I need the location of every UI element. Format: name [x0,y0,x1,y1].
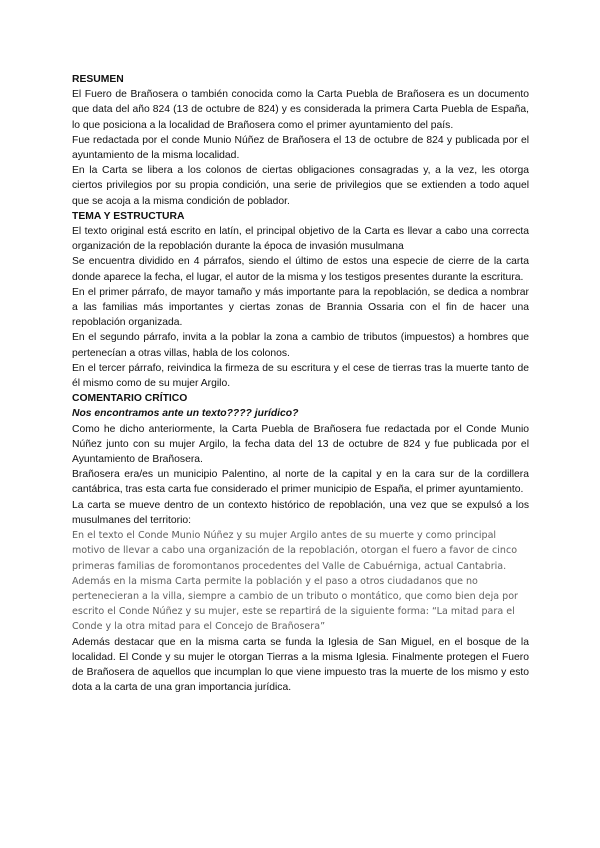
closing-paragraph: Además destacar que en la misma carta se funda la Iglesia de San Miguel, en el bosque de la localidad. El Conde y su mujer le otorgan Tierras a la misma Iglesia. Finalmente protegen el Fuero de Brañosera de aquellos que incumplan lo que viene impuesto tras la muerte de los mismo y esto dota a la carta de una gran importancia jurídica. [72,636,529,694]
quoted-passage: En el texto el Conde Munio Núñez y su mujer Argilo antes de su muerte y como principal motivo de llevar a cabo una organización de la repoblación, otorgan el fuero a favor de cinco primeras familias de foromontanos procedentes del Valle de Cabuérniga, actual Cantabria. Además en la misma Carta permite la población y el paso a otros ciudadanos que no pertenecieran a la villa, siempre a cambio de un tributo o montático, que como bien deja por escrito el Conde Núñez y su mujer, este se repartirá de la siguiente forma: “La mitad para el Conde y la otra mitad para el Concejo de Brañosera” [72,530,518,633]
paragraph: En la Carta se libera a los colonos de ciertas obligaciones consagradas y, a la vez, les otorga ciertos privilegios por su propia condición, una serie de privilegios que se extienden a todo aquel que se acoja a la misma condición de poblador. [72,165,529,207]
paragraph: Brañosera era/es un municipio Palentino, al norte de la capital y en la cara sur de la cordillera cantábrica, tras esta carta fue considerado el primer municipio de España, el primer ayuntamiento. [72,469,529,496]
heading-comentario-critico: COMENTARIO CRÍTICO [72,393,188,405]
heading-resumen: RESUMEN [72,74,124,85]
paragraph: En el segundo párrafo, invita a la poblar la zona a cambio de tributos (impuestos) a hombres que pertenecían a otras villas, habla de los colonos. [72,332,529,359]
paragraph: Como he dicho anteriormente, la Carta Puebla de Brañosera fue redactada por el Conde Munio Núñez junto con su mujer Argilo, la fecha data del 13 de octubre de 824 y fue publicada por el Ayuntamiento de Brañosera. [72,423,529,466]
paragraph: El Fuero de Brañosera o también conocida como la Carta Puebla de Brañosera es un documento que data del año 824 (13 de octubre de 824) y es considerada la primera Carta Puebla de España, lo que posiciona a la localidad de Brañosera como el primer ayuntamiento del país. [72,89,529,131]
paragraph: En el tercer párrafo, reivindica la firmeza de su escritura y el cese de tierras tras la muerte tanto de él mismo como de su mujer Argilo. [72,362,529,390]
document-page [72,72,529,695]
paragraph: La carta se mueve dentro de un contexto histórico de repoblación, una vez que se expulsó a los musulmanes del territorio: [72,499,529,526]
paragraph: Fue redactada por el conde Munio Núñez de Brañosera el 13 de octubre de 824 y publicada por el ayuntamiento de la misma localidad. [72,134,529,162]
paragraph: Se encuentra dividido en 4 párrafos, siendo el último de estos una especie de cierre de la carta donde aparece la fecha, el lugar, el autor de la misma y los testigos presentes durante la escritura. [72,256,529,283]
paragraph: El texto original está escrito en latín, el principal objetivo de la Carta es llevar a cabo una correcta organización de la repoblación durante la época de invasión musulmana [72,226,529,253]
heading-tema-estructura: TEMA Y ESTRUCTURA [72,210,185,222]
subheading-question: Nos encontramos ante un texto???? jurídico? [72,408,299,420]
paragraph: En el primer párrafo, de mayor tamaño y más importante para la repoblación, se dedica a nombrar a las familias más importantes y ciertas zonas de Brannia Ossaria con el fin de hacer una repoblación organizada. [72,286,529,329]
